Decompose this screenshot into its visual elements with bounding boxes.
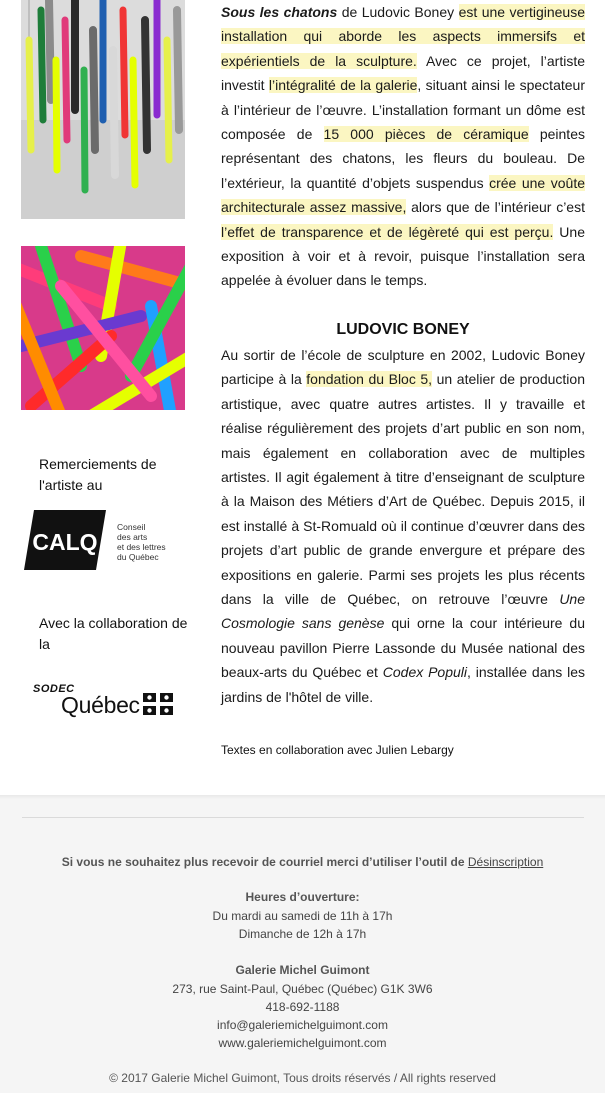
text-span: peintes représentant des chatons, les fleurs du bouleau. De l’extérieur, la quantité d’objets suspendus [221,126,585,191]
gallery-email[interactable]: info@galeriemichelguimont.com [217,1018,388,1032]
calq-logo-text: CALQ [32,529,98,555]
highlight-text: 15 000 pièces de céramique [323,126,529,143]
hours-sunday: Dimanche de 12h à 17h [238,927,367,941]
calq-subtitle-4: du Québec [117,552,159,562]
text-span: Avec ce projet, l’artiste investit [221,52,586,94]
text-span: Au sortir de l’école de sculpture en 2002, Ludovic Boney participe à la [221,346,585,388]
unsubscribe-link[interactable]: Désinscription [467,855,544,869]
sodec-logo[interactable] [33,680,183,722]
artwork-title: Codex Populi [382,664,467,681]
highlight-text: est une vertigineuse installation qui aborde les aspects immersifs et expérientiels de la sculpture. [221,4,585,69]
artist-heading: LUDOVIC BONEY [336,320,470,338]
highlight-text: crée une voûte architecturale assez massive, [221,174,585,216]
highlight-text: l’effet de transparence et de légèreté qui est perçu. [221,223,554,240]
article-body [221,0,585,709]
gallery-phone[interactable]: 418-692-1188 [265,1000,340,1014]
quebec-flag-icon [143,693,173,715]
hours-title: Heures d’ouverture: [245,890,360,904]
calq-subtitle-2: des arts [117,532,148,542]
footer-divider [22,817,584,818]
text-span: Une exposition à voir et à revoir, puisque l’installation sera appelée à évoluer dans le temps. [221,223,585,289]
exhibition-title: Sous les chatons [221,4,338,20]
text-span: un atelier de production artistique, avec quatre autres artistes. Il y travaille et réalise régulièrement des projets d’art public en son nom, mais également en collaboration avec de multiples artistes. Il agit également à titre d’enseignant de sculpture à la Maison des Métiers d’Art de Québec. Depuis 2015, il est installé à St-Romuald où il continue d’œuvrer dans des projets d’art public de grande envergure et prépare des expositions en galerie. Parmi ses projets les plus récents dans la ville de Québec, on retrouve l’œuvre [221,371,585,607]
gallery-website[interactable]: www.galeriemichelguimont.com [218,1036,387,1050]
text-span: qui orne la cour intérieure du nouveau pavillon Pierre Lassonde du Musée national des beaux-arts du Québec et [221,615,585,681]
installation-photo-closeup [21,246,185,410]
text-credit: Textes en collaboration avec Julien Lebargy [221,743,454,757]
copyright-notice: © 2017 Galerie Michel Guimont, Tous droits réservés / All rights reserved [109,1071,496,1085]
text-span: alors que de l’intérieur c’est [406,199,585,216]
calq-subtitle-3: et des lettres [117,542,166,552]
text-span: , installée dans les jardins de l'hôtel de ville. [221,664,585,705]
unsubscribe-text: Si vous ne souhaitez plus recevoir de courriel merci d’utiliser l’outil de [61,855,468,869]
calq-logo[interactable] [24,508,184,572]
card-shadow [0,795,605,799]
sodec-label: SODEC [33,683,75,695]
collaboration-text: Avec la collaboration de la [39,615,188,652]
highlight-text: fondation du Bloc 5, [306,371,433,388]
installation-photo-hanging [21,0,185,219]
text-span: , situant ainsi le spectateur à l’intérieur de l’œuvre. L’installation formant un dôme est composée de [221,77,585,143]
unsubscribe-notice [0,855,605,869]
highlight-text: l’intégralité de la galerie [268,77,418,94]
gallery-name: Galerie Michel Guimont [235,963,370,977]
article-paragraph-bio [221,343,585,709]
calq-subtitle-1: Conseil [117,522,146,532]
hours-weekday: Du mardi au samedi de 11h à 17h [212,909,393,923]
gallery-address: 273, rue Saint-Paul, Québec (Québec) G1K 3W6 [172,982,433,996]
sponsor-thanks-text: Remerciements de l'artiste au [39,456,157,493]
artwork-title: Une Cosmologie sans genèse [221,590,585,632]
sodec-quebec-label: Québec [61,692,140,718]
text-span: de Ludovic Boney [337,4,459,20]
article-paragraph-intro [221,0,585,293]
